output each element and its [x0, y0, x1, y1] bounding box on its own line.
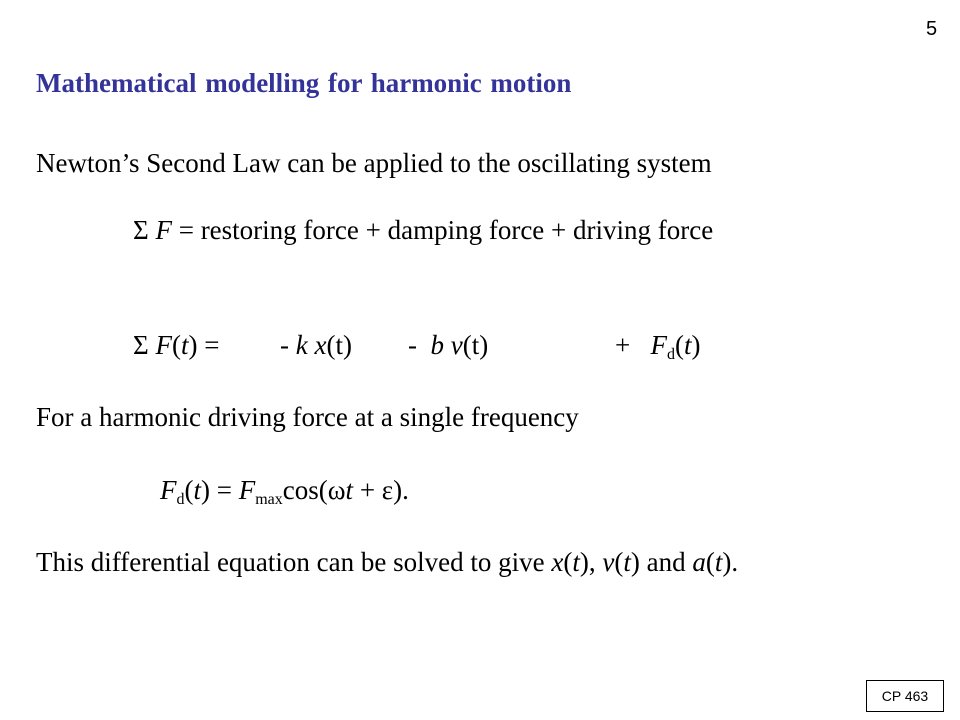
force-equation-lhs: [133, 330, 219, 361]
velocity: v: [450, 330, 463, 360]
lhs-time: t: [180, 330, 189, 360]
term3-sign: +: [615, 330, 631, 360]
conclusion-text: This differential equation can be solved to give x(t), v(t) and a(t).: [36, 547, 739, 577]
sigma-symbol: Σ: [133, 215, 149, 245]
conclusion-end: ).: [722, 547, 739, 577]
term3-open: (: [674, 330, 684, 360]
term2-sign: -: [408, 330, 417, 360]
epsilon-symbol: ε: [381, 475, 394, 505]
damping-term: [408, 330, 488, 361]
a-symbol: a: [692, 547, 706, 577]
cos-open: cos(: [282, 475, 328, 505]
driving-force: F: [650, 330, 667, 360]
de-time: t: [193, 475, 202, 505]
conclusion-sep1: ,: [588, 547, 603, 577]
force-symbol: F: [155, 215, 172, 245]
v-time: t: [623, 547, 631, 577]
sum-equation-rest: = restoring force + damping force + driving force: [171, 215, 714, 245]
driving-force-symbol: F: [160, 475, 177, 505]
lhs-close: ) =: [188, 330, 220, 360]
displacement: x: [314, 330, 327, 360]
driving-equation: [160, 475, 409, 506]
v-symbol: v: [602, 547, 615, 577]
de-close: ) =: [201, 475, 239, 505]
conclusion-sep2: and: [639, 547, 693, 577]
max-subscript: max: [255, 491, 283, 508]
damping-constant: b: [430, 330, 444, 360]
de-plus: +: [353, 475, 382, 505]
term1-sign: -: [280, 330, 296, 360]
max-force-symbol: F: [238, 475, 256, 505]
de-open: (: [184, 475, 194, 505]
driving-term: [615, 330, 701, 361]
slide-title: Mathematical modelling for harmonic motion: [36, 68, 572, 98]
page-number: 5: [926, 18, 938, 40]
term2-time: (t): [462, 330, 489, 360]
lhs-sigma: Σ: [133, 330, 149, 360]
x-time: t: [572, 547, 580, 577]
omega-symbol: ω: [327, 475, 346, 505]
driving-subscript-d: d: [176, 491, 185, 508]
lhs-open: (: [171, 330, 181, 360]
harmonic-intro-text: For a harmonic driving force at a single frequency: [36, 402, 579, 432]
spring-constant: k: [295, 330, 308, 360]
term3-time: t: [683, 330, 692, 360]
de-end: ).: [393, 475, 409, 505]
lhs-force: F: [155, 330, 172, 360]
sum-equation: [133, 215, 713, 246]
course-code-box: CP 463: [866, 680, 944, 712]
conclusion-prefix: This differential equation can be solved to give: [36, 547, 552, 577]
term3-close: ): [691, 330, 701, 360]
de-time-2: t: [345, 475, 354, 505]
intro-text: Newton’s Second Law can be applied to the oscillating system: [36, 148, 712, 178]
a-time: t: [714, 547, 723, 577]
x-symbol: x: [551, 547, 564, 577]
driving-subscript: d: [666, 346, 675, 363]
term1-time: (t): [326, 330, 352, 360]
restoring-term: [280, 330, 352, 361]
